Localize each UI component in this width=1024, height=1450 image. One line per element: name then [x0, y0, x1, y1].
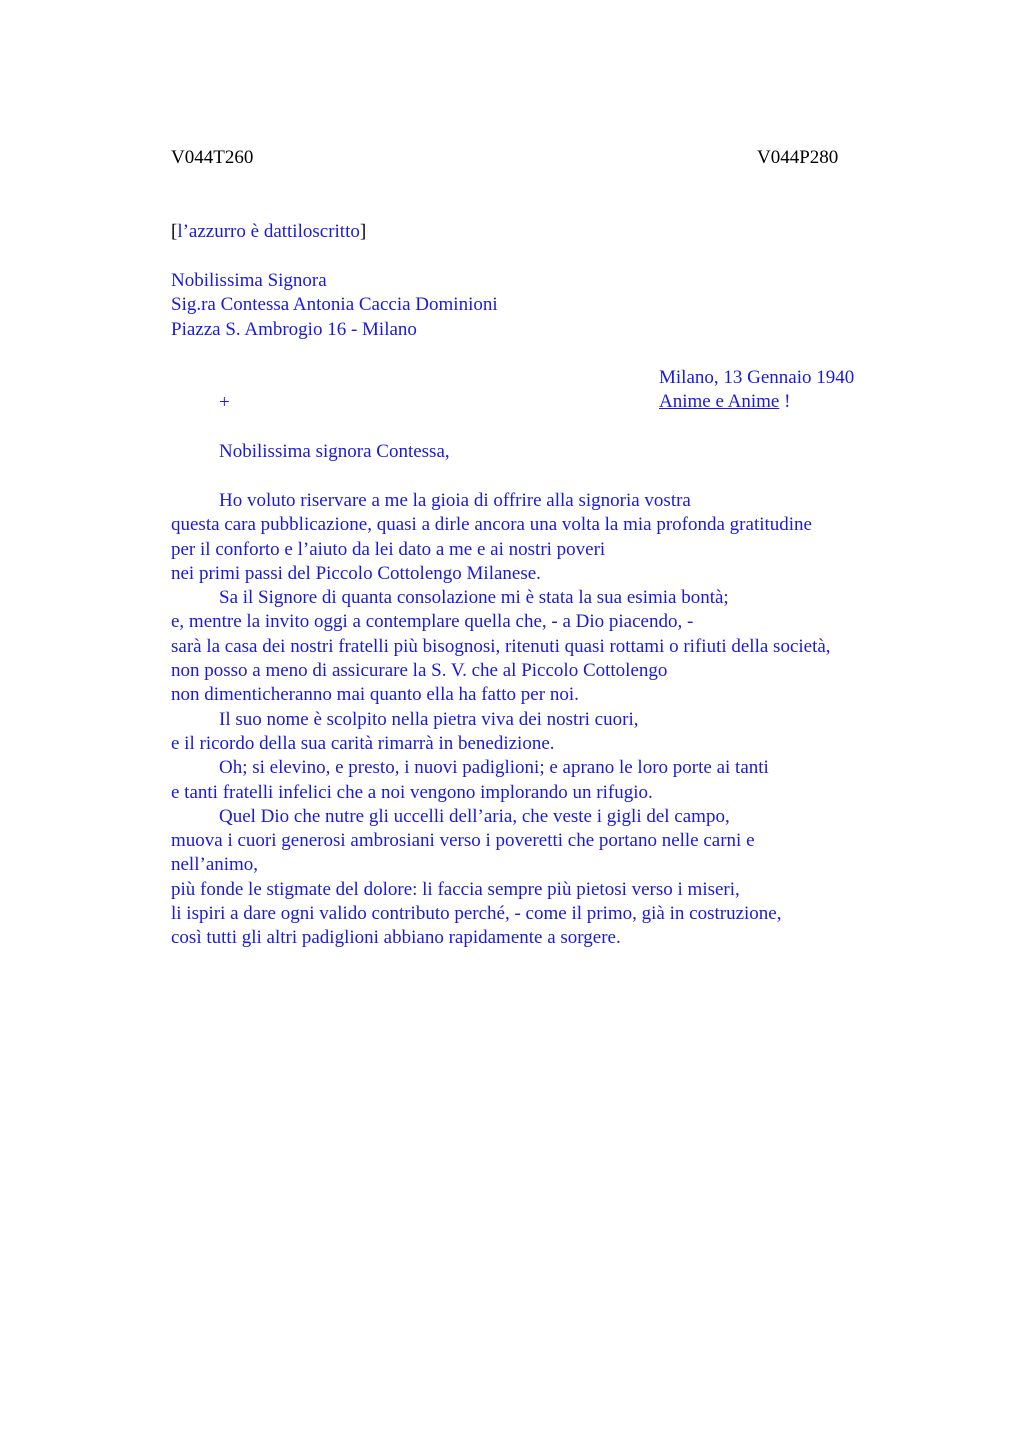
transcription-note [171, 220, 366, 244]
body-line: questa cara pubblicazione, quasi a dirle ancora una volta la mia profonda gratitudine [171, 514, 812, 536]
body-line: così tutti gli altri padiglioni abbiano rapidamente a sorgere. [171, 927, 621, 949]
body-line: Sa il Signore di quanta consolazione mi è stata la sua esimia bontà; [219, 587, 729, 609]
address-line: Piazza S. Ambrogio 16 - Milano [171, 318, 417, 340]
body-line: sarà la casa dei nostri fratelli più bisognosi, ritenuti quasi rottami o rifiuti della società, [171, 635, 831, 657]
letter-body [171, 489, 911, 951]
body-line: Il suo nome è scolpito nella pietra viva dei nostri cuori, [219, 708, 639, 730]
dateline-block [659, 366, 854, 415]
body-line: e tanti fratelli infelici che a noi vengono implorando un rifugio. [171, 781, 653, 803]
note-open-bracket: [ [171, 221, 178, 242]
body-line: e il ricordo della sua carità rimarrà in benedizione. [171, 732, 555, 754]
body-line: nei primi passi del Piccolo Cottolengo Milanese. [171, 562, 541, 584]
body-line: muova i cuori generosi ambrosiani verso i poveretti che portano nelle carni e [171, 830, 755, 852]
address-line: Sig.ra Contessa Antonia Caccia Dominioni [171, 294, 498, 316]
body-line: Oh; si elevino, e presto, i nuovi padiglioni; e aprano le loro porte ai tanti [219, 757, 769, 779]
body-line: e, mentre la invito oggi a contemplare quella che, - a Dio piacendo, - [171, 611, 694, 633]
recipient-address [171, 269, 498, 342]
body-line: per il conforto e l’aiuto da lei dato a me e ai nostri poveri [171, 538, 606, 560]
note-text: l’azzurro è dattiloscritto [177, 221, 360, 242]
place-date: Milano, 13 Gennaio 1940 [659, 367, 855, 388]
motto-suffix: ! [779, 391, 791, 413]
address-line: Nobilissima Signora [171, 270, 327, 291]
body-line: nell’animo, [171, 854, 259, 876]
body-line: più fonde le stigmate del dolore: li faccia sempre più pietosi verso i miseri, [171, 878, 740, 900]
archive-code-left: V044T260 [171, 147, 254, 168]
salutation: Nobilissima signora Contessa, [219, 441, 450, 462]
body-line: li ispiri a dare ogni valido contributo perché, - come il primo, già in costruzione, [171, 903, 782, 925]
cross-symbol: + [219, 392, 230, 413]
body-line: non dimenticheranno mai quanto ella ha fatto per noi. [171, 684, 579, 706]
motto-line [659, 390, 854, 414]
archive-code-right: V044P280 [757, 147, 839, 168]
body-line: Ho voluto riservare a me la gioia di offrire alla signoria vostra [219, 490, 691, 511]
body-line: Quel Dio che nutre gli uccelli dell’aria, che veste i gigli del campo, [219, 805, 730, 827]
motto-underlined: Anime e Anime [659, 391, 780, 413]
note-close-bracket: ] [359, 221, 367, 242]
body-line: non posso a meno di assicurare la S. V. che al Piccolo Cottolengo [171, 660, 668, 682]
